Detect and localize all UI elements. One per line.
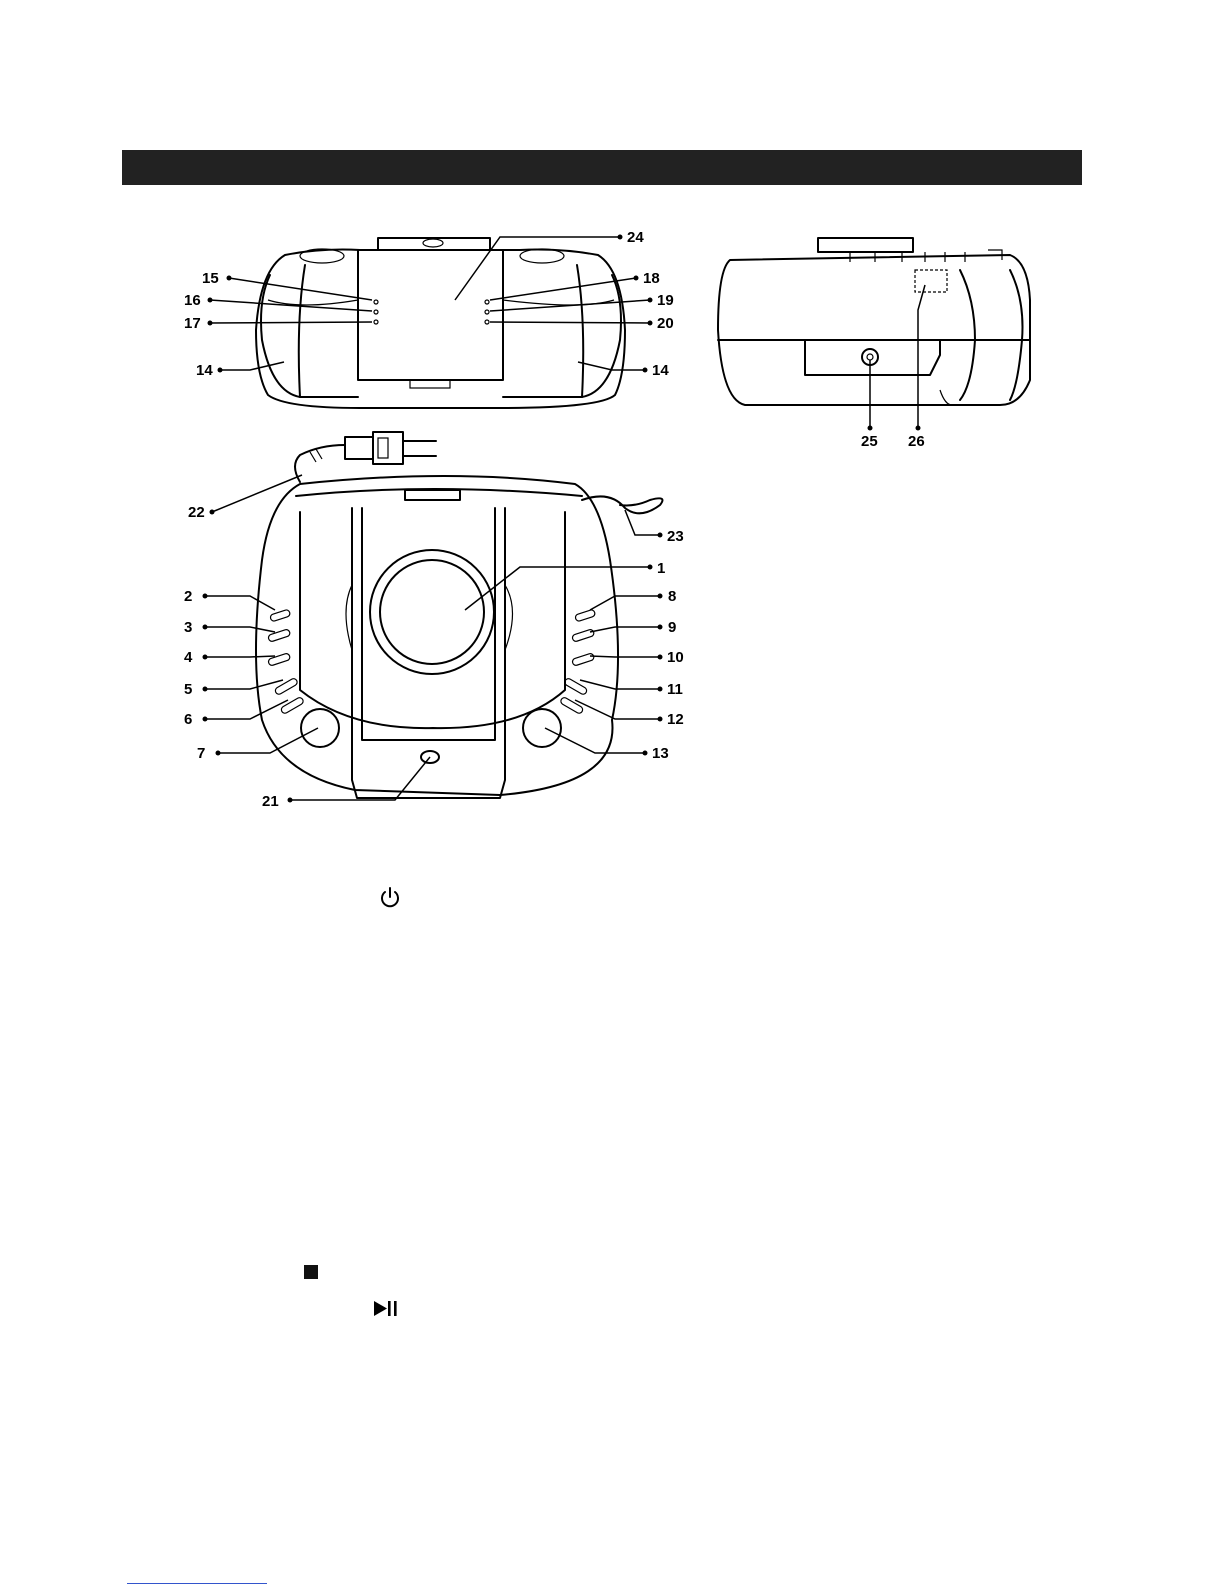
callout-16: 16	[184, 292, 201, 309]
play-pause-icon	[372, 1300, 400, 1317]
callout-3: 3	[184, 619, 193, 636]
callout-18: 18	[643, 270, 660, 287]
callout-14-right: 14	[652, 362, 669, 379]
callout-25: 25	[861, 433, 878, 450]
callout-12: 12	[667, 711, 684, 728]
callout-20: 20	[657, 315, 674, 332]
side-view	[718, 238, 1030, 405]
callout-15: 15	[202, 270, 219, 287]
callout-26: 26	[908, 433, 925, 450]
callout-labels	[184, 229, 925, 810]
callout-9: 9	[668, 619, 677, 636]
callout-1: 1	[657, 560, 666, 577]
callout-17: 17	[184, 315, 201, 332]
callout-22: 22	[188, 504, 205, 521]
callout-7: 7	[197, 745, 206, 762]
callout-6: 6	[184, 711, 193, 728]
callout-11: 11	[667, 681, 683, 698]
callout-5: 5	[184, 681, 193, 698]
power-icon	[378, 886, 402, 910]
callout-21: 21	[262, 793, 279, 810]
callout-4: 4	[184, 649, 193, 666]
callout-13: 13	[652, 745, 669, 762]
callout-23: 23	[667, 528, 684, 545]
callout-10: 10	[667, 649, 684, 666]
footer-link-underline	[127, 1583, 267, 1584]
callout-14-left: 14	[196, 362, 213, 379]
stop-icon	[304, 1265, 318, 1279]
callout-19: 19	[657, 292, 674, 309]
top-view	[256, 432, 662, 798]
callout-2: 2	[184, 588, 193, 605]
callout-8: 8	[668, 588, 677, 605]
callout-leaders	[203, 235, 926, 803]
callout-24: 24	[627, 229, 644, 246]
